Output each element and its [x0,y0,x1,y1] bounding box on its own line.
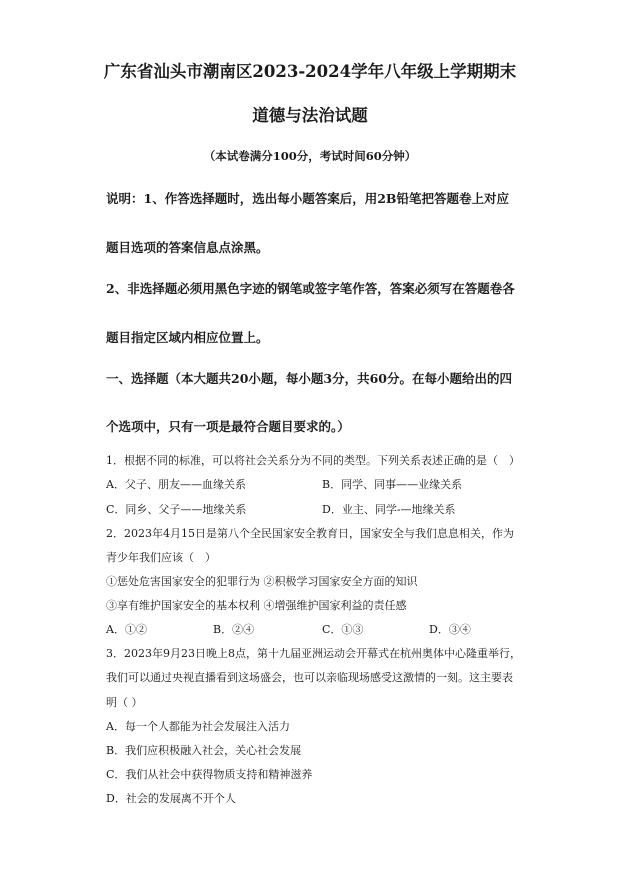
question-3-option-c: C．我们从社会中获得物质支持和精神滋养 [106,768,313,781]
question-3-option-d: D．社会的发展离不开个人 [106,792,236,805]
exam-title-line1: 广东省汕头市潮南区2023-2024学年八年级上学期期末 [103,62,517,81]
instruction-line: 2、非选择题必须用黑色字迹的钢笔或签字笔作答，答案必须写在答题卷各 [106,281,515,296]
question-2-option-c: C．①③ [322,623,364,636]
question-3-stem-line1: 3．2023年9月23日晚上8点，第十九届亚洲运动会开幕式在杭州奥体中心隆重举行， [106,647,521,660]
exam-title-line2: 道德与法治试题 [252,106,368,125]
instruction-line: 题目指定区域内相应位置上。 [106,330,269,345]
section-heading-line1: 一、选择题（本大题共20小题，每小题3分，共60分。在每小题给出的四 [106,371,512,386]
question-2-option-d: D．③④ [429,623,471,636]
instruction-line: 说明：1、作答选择题时，选出每小题答案后，用2B铅笔把答题卷上对应 [106,191,509,206]
question-3-stem-line2: 我们可以通过央视直播看到这场盛会，也可以亲临现场感受这激情的一刻。这主要表 [106,671,513,684]
question-1-stem: 1．根据不同的标准，可以将社会关系分为不同的类型。下列关系表述正确的是（ ） [106,454,520,467]
question-2-option-a: A．①② [106,623,147,636]
question-3-option-b: B．我们应积极融入社会，关心社会发展 [106,744,302,757]
question-2-stem-line1: 2．2023年4月15日是第八个全民国家安全教育日，国家安全与我们息息相关，作为 [106,527,514,540]
question-3-stem-line3: 明（ ） [106,696,143,709]
question-3-option-a: A．每一个人都能为社会发展注入活力 [106,720,290,733]
question-2-stem-line2: 青少年我们应该（ ） [106,551,216,564]
instruction-line: 题目选项的答案信息点涂黑。 [106,240,269,255]
question-1-option-b: B．同学、同事——业缘关系 [322,478,463,491]
question-2-option-b: B．②④ [213,623,255,636]
exam-note: （本试卷满分100分，考试时间60分钟） [203,149,417,163]
question-1-option-a: A．父子、朋友——血缘关系 [106,478,246,491]
question-2-items-line1: ①惩处危害国家安全的犯罪行为 ②积极学习国家安全方面的知识 [106,575,418,588]
question-2-items-line2: ③享有维护国家安全的基本权利 ④增强维护国家利益的责任感 [106,599,407,612]
question-1-option-c: C．同乡、父子——地缘关系 [106,503,247,516]
section-heading-line2: 个选项中，只有一项是最符合题目要求的。） [106,419,350,434]
question-1-option-d: D．业主、同学-—地缘关系 [322,503,456,516]
